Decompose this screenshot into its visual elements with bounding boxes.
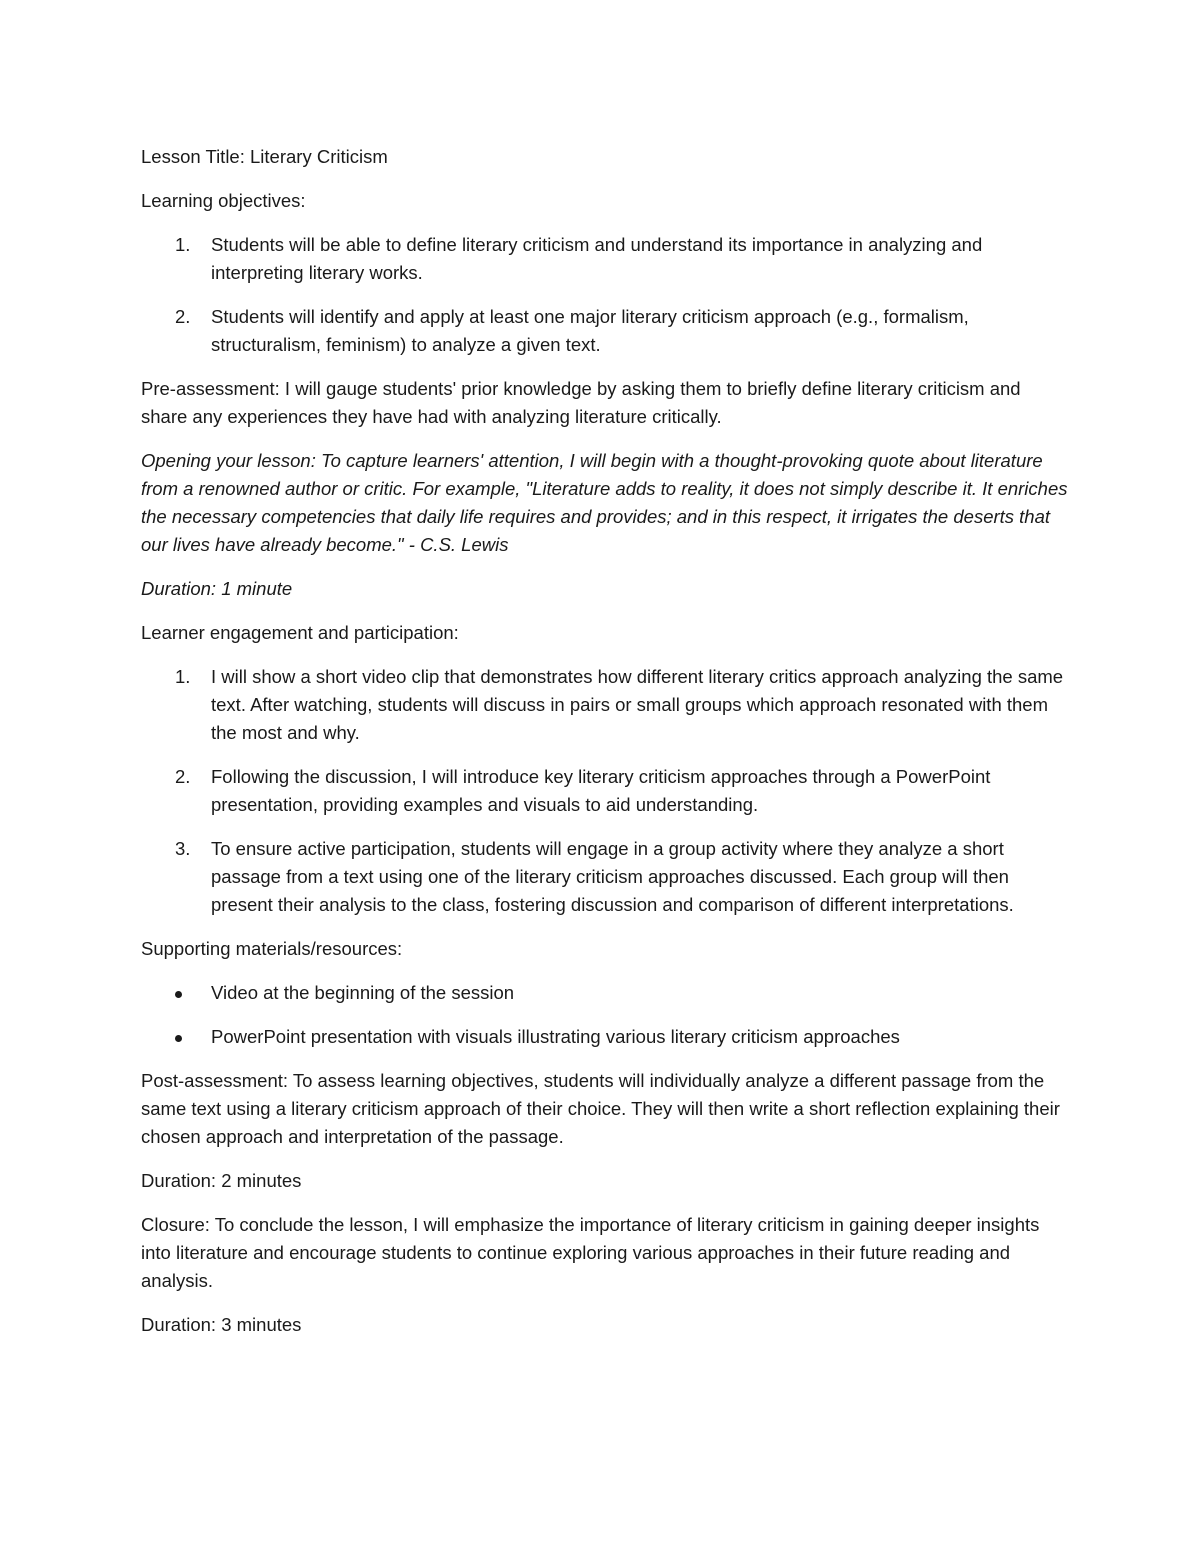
list-number: 1. [175, 666, 191, 687]
pre-assessment-paragraph: Pre-assessment: I will gauge students' prior knowledge by asking them to briefly define literary criticism and share any experiences they have had with analyzing literature critically. [141, 378, 1021, 427]
list-number: 2. [175, 306, 191, 327]
list-number: 1. [175, 234, 191, 255]
learning-objectives-list [141, 231, 1071, 359]
list-item [141, 763, 1071, 819]
list-number: 3. [175, 838, 191, 859]
list-item [141, 231, 1071, 287]
bullet-icon [175, 991, 182, 998]
post-assessment-duration: Duration: 2 minutes [141, 1170, 302, 1191]
list-item-text: To ensure active participation, students will engage in a group activity where they analyze a short passage from a text using one of the literary criticism approaches discussed. Each group will then present their analysis to the class, fostering discussion and comparison of different interpretations. [211, 838, 1014, 915]
post-assessment-paragraph: Post-assessment: To assess learning objectives, students will individually analyze a different passage from the same text using a literary criticism approach of their choice. They will then write a short reflection explaining their chosen approach and interpretation of the passage. [141, 1070, 1060, 1147]
list-item-text: Students will identify and apply at least one major literary criticism approach (e.g., formalism, structuralism, feminism) to analyze a given text. [211, 306, 969, 355]
engagement-heading: Learner engagement and participation: [141, 622, 459, 643]
list-item-text: Following the discussion, I will introduce key literary criticism approaches through a PowerPoint presentation, providing examples and visuals to aid understanding. [211, 766, 991, 815]
opening-duration: Duration: 1 minute [141, 578, 293, 599]
list-item-text: I will show a short video clip that demonstrates how different literary critics approach analyzing the same text. After watching, students will discuss in pairs or small groups which approach resonated with them the most and why. [211, 666, 1064, 743]
list-item [141, 1023, 1071, 1051]
materials-heading: Supporting materials/resources: [141, 938, 403, 959]
list-item-text: Students will be able to define literary criticism and understand its importance in analyzing and interpreting literary works. [211, 234, 983, 283]
document-body [141, 143, 1071, 1355]
list-item [141, 835, 1071, 919]
closure-paragraph: Closure: To conclude the lesson, I will emphasize the importance of literary criticism in gaining deeper insights into literature and encourage students to continue exploring various approaches in their future reading and analysis. [141, 1214, 1040, 1291]
list-item-text: Video at the beginning of the session [211, 982, 515, 1003]
opening-paragraph: Opening your lesson: To capture learners' attention, I will begin with a thought-provoking quote about literature from a renowned author or critic. For example, "Literature adds to reality, it does not simply describe it. It enriches the necessary competencies that daily life requires and provides; and in this respect, it irrigates the deserts that our lives have already become." - C.S. Lewis [141, 450, 1068, 555]
engagement-list [141, 663, 1071, 919]
lesson-title: Lesson Title: Literary Criticism [141, 146, 388, 167]
learning-objectives-heading: Learning objectives: [141, 190, 306, 211]
bullet-icon [175, 1035, 182, 1042]
list-item [141, 663, 1071, 747]
list-number: 2. [175, 766, 191, 787]
list-item-text: PowerPoint presentation with visuals illustrating various literary criticism approaches [211, 1026, 900, 1047]
list-item [141, 303, 1071, 359]
closure-duration: Duration: 3 minutes [141, 1314, 302, 1335]
list-item [141, 979, 1071, 1007]
materials-list [141, 979, 1071, 1051]
